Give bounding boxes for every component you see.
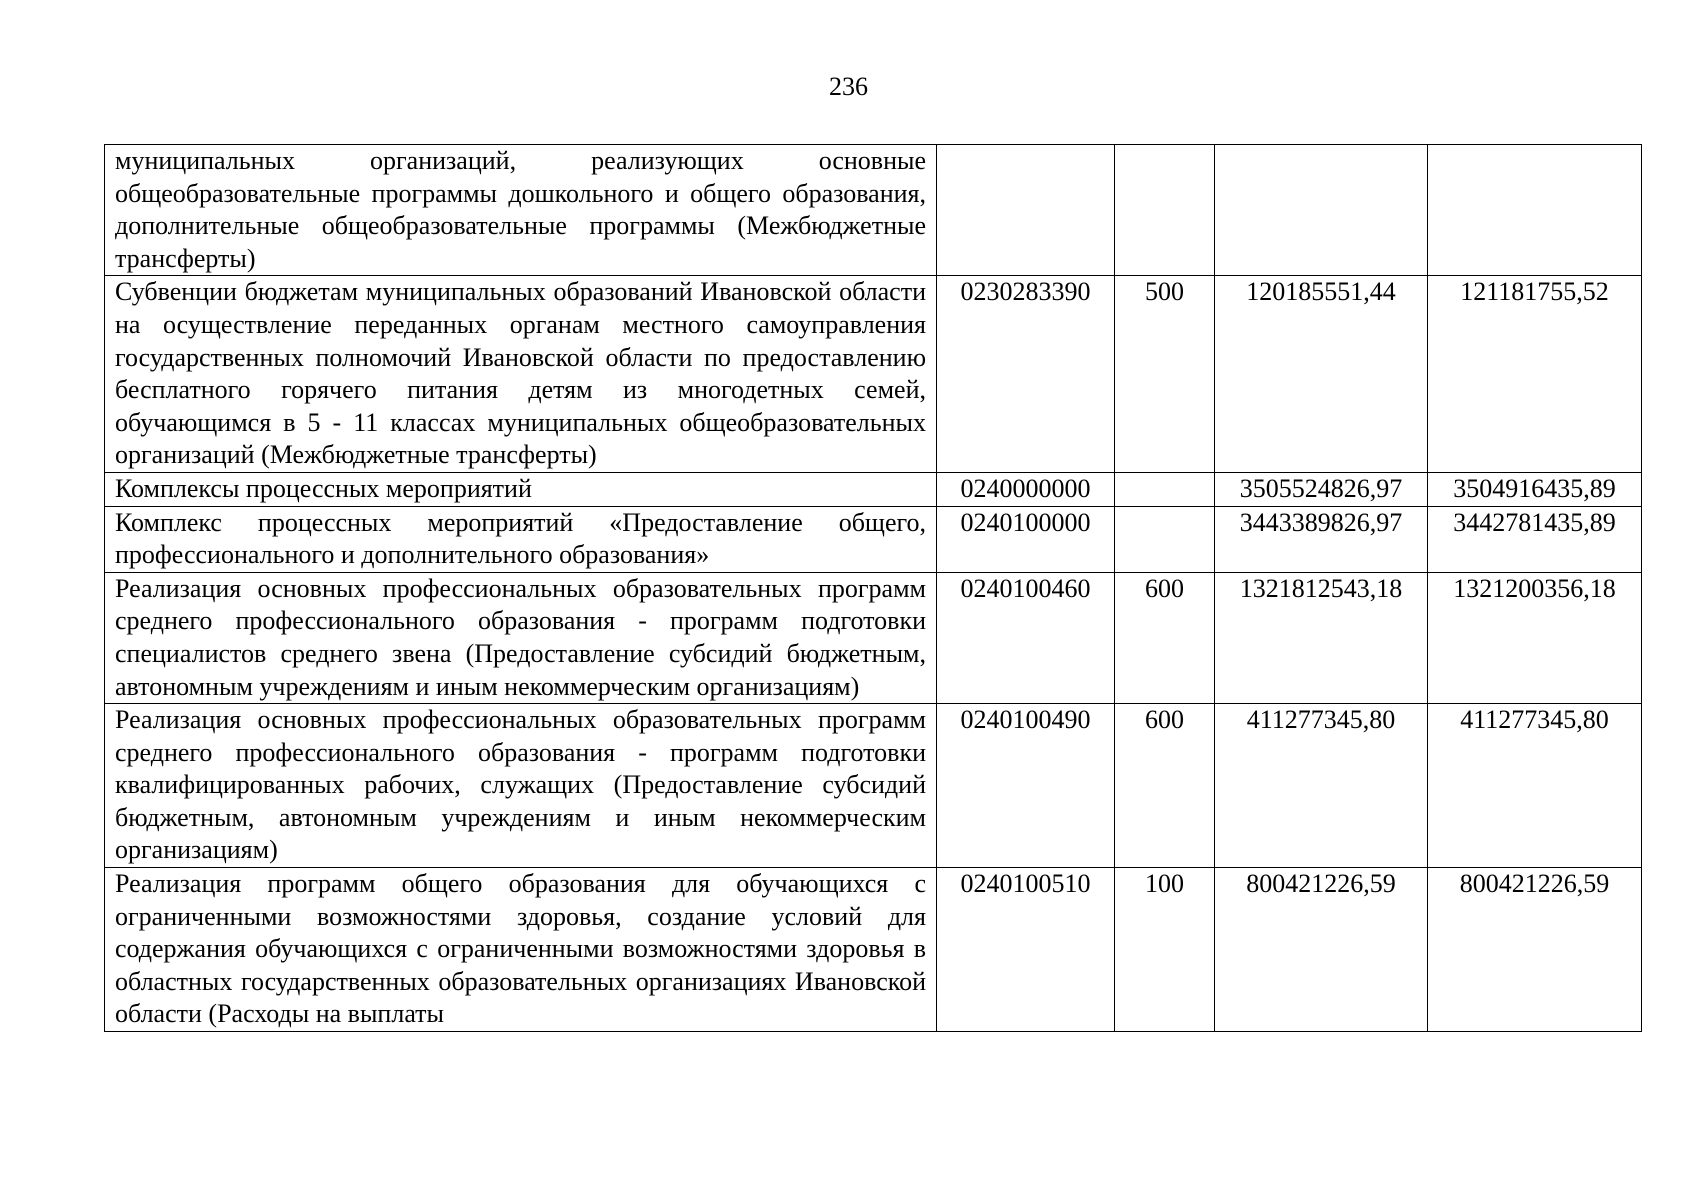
row-expense-type [1115, 145, 1215, 276]
row-sum-second: 3504916435,89 [1428, 472, 1642, 506]
row-sum-first: 3443389826,97 [1215, 506, 1428, 572]
row-sum-second: 3442781435,89 [1428, 506, 1642, 572]
table-row [105, 145, 1642, 276]
row-sum-second [1428, 145, 1642, 276]
row-description: Реализация основных профессиональных образовательных программ среднего профессионального образования - программ подготовки квалифицированных рабочих, служащих (Предоставление субсидий бюджетным, автономным учреждениям и иным некоммерческим организациям) [105, 704, 937, 868]
row-sum-second: 800421226,59 [1428, 868, 1642, 1032]
row-description: Субвенции бюджетам муниципальных образований Ивановской области на осуществление переданных органам местного самоуправления государственных полномочий Ивановской области по предоставлению бесплатного горячего питания детям из многодетных семей, обучающимся в 5 - 11 классах муниципальных общеобразовательных организаций (Межбюджетные трансферты) [105, 276, 937, 473]
row-expense-type: 600 [1115, 572, 1215, 703]
row-target-code: 0230283390 [937, 276, 1115, 473]
row-sum-first: 120185551,44 [1215, 276, 1428, 473]
row-sum-second: 411277345,80 [1428, 704, 1642, 868]
row-sum-first: 1321812543,18 [1215, 572, 1428, 703]
row-description: Реализация основных профессиональных образовательных программ среднего профессионального образования - программ подготовки специалистов среднего звена (Предоставление субсидий бюджетным, автономным учреждениям и иным некоммерческим организациям) [105, 572, 937, 703]
row-description: Комплекс процессных мероприятий «Предоставление общего, профессионального и дополнительного образования» [105, 506, 937, 572]
row-target-code: 0240100000 [937, 506, 1115, 572]
row-expense-type: 100 [1115, 868, 1215, 1032]
row-sum-second: 121181755,52 [1428, 276, 1642, 473]
row-sum-first: 800421226,59 [1215, 868, 1428, 1032]
table-row [105, 506, 1642, 572]
page-number: 236 [829, 72, 868, 101]
table-row [105, 276, 1642, 473]
table-row [105, 868, 1642, 1032]
budget-table [104, 144, 1642, 1032]
row-target-code: 0240100490 [937, 704, 1115, 868]
row-sum-first: 3505524826,97 [1215, 472, 1428, 506]
row-description: муниципальных организаций, реализующих основные общеобразовательные программы дошкольного и общего образования, дополнительные общеобразовательные программы (Межбюджетные трансферты) [105, 145, 937, 276]
row-target-code [937, 145, 1115, 276]
row-description: Комплексы процессных мероприятий [105, 472, 937, 506]
row-target-code: 0240100510 [937, 868, 1115, 1032]
row-expense-type [1115, 472, 1215, 506]
row-sum-first: 411277345,80 [1215, 704, 1428, 868]
row-expense-type [1115, 506, 1215, 572]
table-row [105, 704, 1642, 868]
table-row [105, 572, 1642, 703]
row-description: Реализация программ общего образования для обучающихся с ограниченными возможностями здоровья, создание условий для содержания обучающихся с ограниченными возможностями здоровья в областных государственных образовательных организациях Ивановской области (Расходы на выплаты [105, 868, 937, 1032]
row-sum-first [1215, 145, 1428, 276]
table-row [105, 472, 1642, 506]
row-target-code: 0240000000 [937, 472, 1115, 506]
row-target-code: 0240100460 [937, 572, 1115, 703]
row-expense-type: 600 [1115, 704, 1215, 868]
row-expense-type: 500 [1115, 276, 1215, 473]
row-sum-second: 1321200356,18 [1428, 572, 1642, 703]
